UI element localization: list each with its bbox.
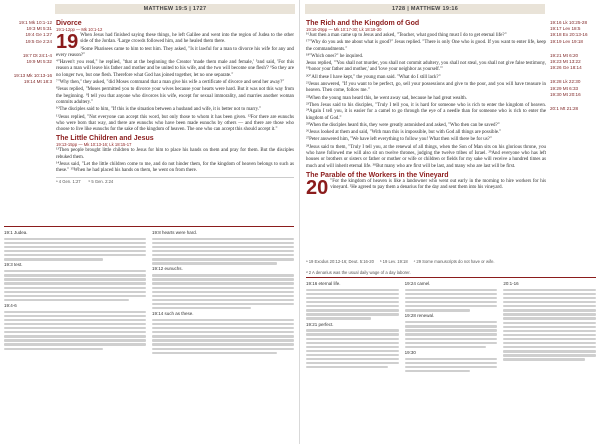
cross-reference[interactable]: 19:3 Mt 5:31: [26, 26, 52, 32]
left-cross-references: [4, 20, 52, 86]
cross-reference[interactable]: 19:28 Lk 22:30: [550, 79, 581, 85]
left-study-notes: [4, 226, 294, 356]
verse-paragraph: ²⁸Jesus said to them, "Truly I tell you, at the renewal of all things, when the Son of Man sits on his glorious throne, you who have followed me will also sit on twelve thrones, judging the twelve tribes of Israel. ²⁹And everyone who has left houses or brothers or sisters or father or mother or wife or children or fields for my sake will receive a hundred times as much and will inherit eternal life. ³⁰But many who are first will be last, and many who are last will be first.: [306, 144, 546, 169]
footnote[interactable]: ᵃ 4 Gen. 1:27: [56, 178, 81, 184]
verse-paragraph: [306, 176, 546, 199]
cross-reference[interactable]: 19:7 Dt 24:1-4: [22, 52, 52, 58]
study-note-head: 19:3 test.: [4, 262, 23, 268]
cross-reference[interactable]: 19:16 Lk 10:25-28: [550, 20, 588, 25]
right-page: [300, 0, 600, 444]
verse-paragraph: ¹⁸"Which ones?" he inquired.: [306, 53, 364, 59]
footnote[interactable]: ᵇ 19 Lev. 19:18: [379, 259, 408, 264]
study-note-head: 19:24 camel.: [404, 281, 431, 286]
verse-paragraph: ¹⁶Just then a man came up to Jesus and asked, "Teacher, what good thing must I do to get eternal life?": [306, 33, 507, 38]
study-notes-column: [152, 230, 294, 356]
section-heading: The Rich and the Kingdom of God: [306, 20, 420, 27]
study-note-head: 19:8 hearts were hard.: [152, 230, 198, 235]
study-note-head: 20:1-16: [503, 281, 519, 286]
verse-text: "For the kingdom of heaven is like a landowner who went out early in the morning to hire workers for his vineyard. ²He agreed to pay them a denarius for the day and sent them into his vineyard.: [330, 178, 546, 191]
study-notes-column: [306, 281, 399, 374]
verse-paragraph: ¹⁴Jesus said, "Let the little children come to me, and do not hinder them, for the kingdom of heaven belongs to such as these." ¹⁵When he had placed his hands on them, he went on from there.: [56, 162, 294, 174]
study-notes-column: [503, 281, 596, 374]
cross-reference[interactable]: 19:29 Mt 6:33: [550, 85, 579, 91]
verse-paragraph: ¹⁷"Why do you ask me about what is good?" Jesus replied. "There is only One who is good. If you want to enter life, keep the commandments.": [306, 40, 546, 52]
verse-paragraph: ³Some Pharisees came to him to test him. They asked, "Is it lawful for a man to divorce his wife for any and every reason?": [56, 46, 294, 58]
left-running-head: MATTHEW 19:5 | 1727: [55, 4, 295, 14]
cross-reference[interactable]: 19:9 Mt 5:32: [26, 59, 52, 65]
cross-reference[interactable]: 19:5 Ge 2:24: [25, 38, 52, 44]
footnote[interactable]: ᶜ 29 Some manuscripts do not have or wife.: [413, 259, 495, 264]
notes-divider: [306, 277, 596, 278]
verse-paragraph: ¹³Then people brought little children to Jesus for him to place his hands on them and pray for them. But the disciples rebuked them.: [56, 148, 294, 160]
study-notes-column: [4, 230, 146, 356]
study-note-head: 19:4-6: [4, 302, 17, 308]
translation-footnotes: [306, 258, 596, 275]
chapter-number: 20: [306, 176, 329, 199]
study-note-head: 19:21 perfect.: [306, 321, 334, 327]
verse-paragraph: Jesus replied, "'You shall not murder, you shall not commit adultery, you shall not steal, you shall not give false testimony, ¹⁹honor your father and mother,' and 'love your neighbor as yourself.'": [306, 61, 546, 73]
study-note-head: 19:14 such as these.: [152, 311, 194, 317]
right-running-head: 1728 | MATTHEW 19:16: [305, 4, 545, 14]
translation-footnotes: [56, 177, 294, 184]
notes-divider: [4, 226, 294, 227]
right-cross-references: [550, 20, 596, 112]
verse-paragraph: ⁷"Why then," they asked, "did Moses command that a man give his wife a certificate of divorce and send her away?": [56, 80, 285, 86]
cross-reference[interactable]: 19:30 Mt 20:16: [550, 91, 581, 97]
cross-reference[interactable]: 19:18 Ex 20:13-16: [550, 32, 588, 38]
verse-paragraph: ¹⁰The disciples said to him, "If this is the situation between a husband and wife, it is better not to marry.": [56, 107, 261, 113]
cross-reference[interactable]: 19:23 Mt 13:22: [550, 59, 581, 65]
right-study-notes: [306, 256, 596, 374]
footnote[interactable]: ᵇ 5 Gen. 2:24: [88, 178, 114, 184]
cross-reference[interactable]: 19:21 Mt 6:20: [550, 52, 579, 58]
chapter-number: 19: [56, 31, 79, 53]
verse-paragraph: ²⁰"All these I have kept," the young man said. "What do I still lack?": [306, 74, 441, 80]
study-notes-column: [405, 281, 498, 374]
cross-reference[interactable]: 19:17 Lev 18:5: [550, 26, 581, 32]
cross-reference[interactable]: 19:1 Mk 10:1-12: [18, 20, 52, 25]
cross-reference[interactable]: 20:1 Mt 21:28: [550, 106, 579, 112]
study-note-head: 19:1 Judea.: [4, 230, 28, 235]
left-bible-text: [56, 18, 294, 184]
verse-paragraph: ²⁵When the disciples heard this, they were greatly astonished and asked, "Who then can be saved?": [306, 122, 500, 128]
cross-reference[interactable]: 19:26 Ge 18:14: [550, 65, 582, 71]
study-note-head: 19:30: [404, 349, 416, 355]
verse-text: When Jesus had finished saying these things, he left Galilee and went into the region of Judea to the other side of the Jordan. ²Large crowds followed him, and he healed them there.: [80, 33, 294, 45]
right-bible-text: [306, 18, 546, 197]
parallel-passage-ref: 19:1-12pp — Mk 10:1-12: [56, 27, 103, 32]
verse-paragraph: ⁴"Haven't you read," he replied, "that at the beginning the Creator 'made them male and female,' ⁵and said, 'For this reason a man will leave his father and mother and be united to his wife, and the two will become one flesh'? ⁶So they are no longer two, but one flesh. Therefore what God has joined together, let no one separate.": [56, 60, 294, 78]
cross-reference[interactable]: 19:4 Ge 1:27: [25, 32, 52, 38]
verse-paragraph: ²⁶Jesus looked at them and said, "With man this is impossible, but with God all things are possible.": [306, 130, 502, 136]
parallel-passage-ref: 19:16-29pp — Mk 10:17-30; Lk 18:18-30: [306, 27, 382, 32]
section-heading: Divorce: [56, 20, 82, 27]
study-note-head: 19:16 eternal life.: [306, 281, 341, 286]
verse-paragraph: ⁸Jesus replied, "Moses permitted you to divorce your wives because your hearts were hard. But it was not this way from the beginning. ⁹I tell you that anyone who divorces his wife, except for sexual immorality, and marries another woman commits adultery.": [56, 87, 294, 105]
footnote[interactable]: ᵈ 2 A denarius was the usual daily wage of a day laborer.: [306, 270, 411, 275]
parallel-passage-ref: 19:13-15pp — Mk 10:13-16; Lk 18:15-17: [56, 142, 132, 148]
section-heading: The Parable of the Workers in the Vineyard: [306, 171, 449, 179]
study-note-head: 19:12 eunuchs.: [152, 266, 183, 272]
study-note-head: 19:28 renewal.: [404, 313, 435, 319]
verse-paragraph: ²¹Jesus answered, "If you want to be perfect, go, sell your possessions and give to the poor, and you will have treasure in heaven. Then come, follow me.": [306, 82, 546, 94]
section-heading: The Little Children and Jesus: [56, 135, 154, 143]
cross-reference[interactable]: 19:13 Mk 10:13-16: [13, 73, 52, 79]
cross-reference[interactable]: 19:19 Lev 19:18: [550, 38, 583, 44]
verse-paragraph: ¹¹Jesus replied, "Not everyone can accept this word, but only those to whom it has been given. ¹²For there are eunuchs who were born that way, and there are eunuchs who have been made eunuchs by others — and there are those who choose to live like eunuchs for the sake of the kingdom of heaven. The one who can accept this should accept it.": [56, 114, 294, 133]
verse-paragraph: ²⁷Peter answered him, "We have left everything to follow you! What then will there be for us?": [306, 137, 492, 143]
cross-reference[interactable]: 19:14 Mt 18:3: [23, 79, 52, 85]
verse-paragraph: ²²When the young man heard this, he went away sad, because he had great wealth.: [306, 95, 467, 101]
footnote[interactable]: ᵃ 19 Exodus 20:12-16; Deut. 5:16-20: [306, 259, 374, 264]
verse-paragraph: ²³Then Jesus said to his disciples, "Truly I tell you, it is hard for someone who is rich to enter the kingdom of heaven. ²⁴Again I tell you, it is easier for a camel to go through the eye of a needle than for someone who is rich to enter the kingdom of God.": [306, 102, 546, 121]
